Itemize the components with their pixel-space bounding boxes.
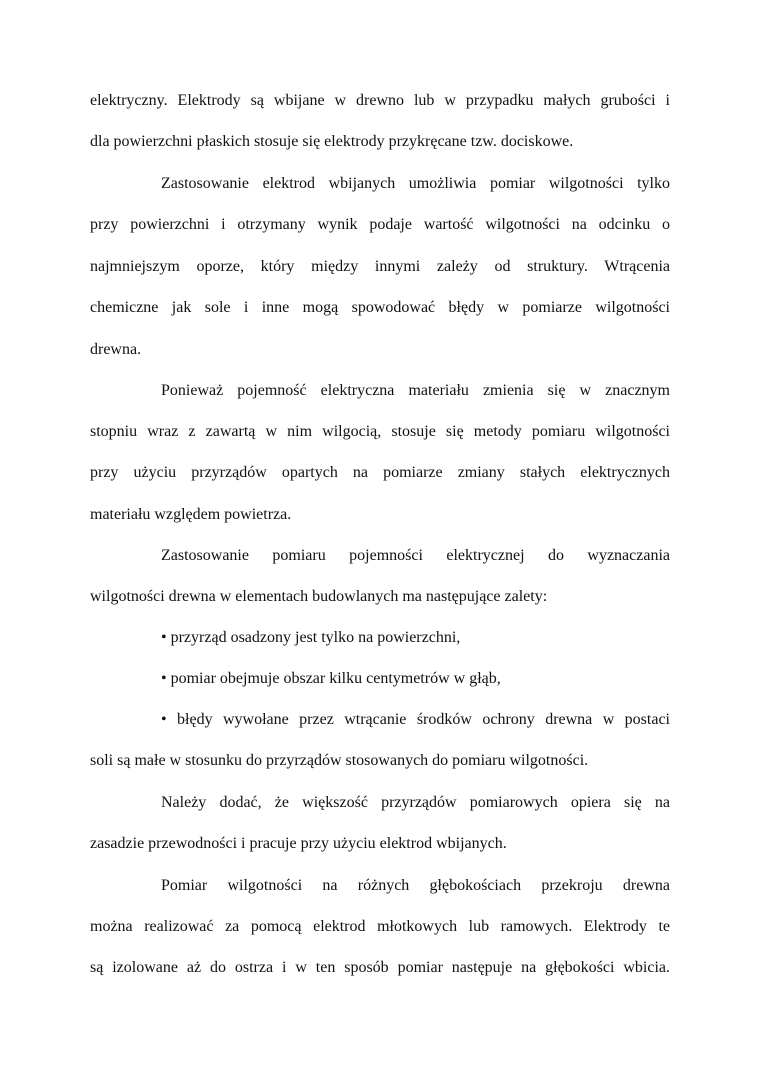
bullet-item-1: • przyrząd osadzony jest tylko na powierzchni, bbox=[161, 629, 461, 646]
text-line-9: stopniu wraz z zawartą w nim wilgocią, stosuje się metody pomiaru wilgotności bbox=[90, 423, 670, 440]
text-line-22: są izolowane aż do ostrza i w ten sposób pomiar następuje na głębokości wbicia. bbox=[90, 959, 670, 976]
text-line-11: materiału względem powietrza. bbox=[90, 506, 292, 523]
text-line-7: drewna. bbox=[90, 341, 142, 358]
text-line-5: najmniejszym oporze, który między innymi zależy od struktury. Wtrącenia bbox=[90, 258, 670, 275]
text-line-1: elektryczny. Elektrody są wbijane w drewno lub w przypadku małych grubości i bbox=[90, 92, 670, 109]
text-line-6: chemiczne jak sole i inne mogą spowodować błędy w pomiarze wilgotności bbox=[90, 299, 670, 316]
text-line-4: przy powierzchni i otrzymany wynik podaje wartość wilgotności na odcinku o bbox=[90, 216, 670, 233]
text-line-12: Zastosowanie pomiaru pojemności elektrycznej do wyznaczania bbox=[161, 547, 670, 564]
text-line-8: Ponieważ pojemność elektryczna materiału zmienia się w znacznym bbox=[161, 382, 670, 399]
text-line-18: Należy dodać, że większość przyrządów pomiarowych opiera się na bbox=[161, 794, 670, 811]
text-line-10: przy użyciu przyrządów opartych na pomiarze zmiany stałych elektrycznych bbox=[90, 464, 670, 481]
text-line-20: Pomiar wilgotności na różnych głębokościach przekroju drewna bbox=[161, 877, 670, 894]
text-line-13: wilgotności drewna w elementach budowlanych ma następujące zalety: bbox=[90, 588, 548, 605]
text-line-17: soli są małe w stosunku do przyrządów stosowanych do pomiaru wilgotności. bbox=[90, 752, 589, 769]
text-line-19: zasadzie przewodności i pracuje przy użyciu elektrod wbijanych. bbox=[90, 835, 507, 852]
bullet-item-2: • pomiar obejmuje obszar kilku centymetrów w głąb, bbox=[161, 670, 501, 687]
text-line-2: dla powierzchni płaskich stosuje się elektrody przykręcane tzw. dociskowe. bbox=[90, 133, 574, 150]
text-line-21: można realizować za pomocą elektrod młotkowych lub ramowych. Elektrody te bbox=[90, 918, 670, 935]
text-line-3: Zastosowanie elektrod wbijanych umożliwia pomiar wilgotności tylko bbox=[161, 175, 670, 192]
bullet-item-3: • błędy wywołane przez wtrącanie środków ochrony drewna w postaci bbox=[161, 711, 670, 728]
